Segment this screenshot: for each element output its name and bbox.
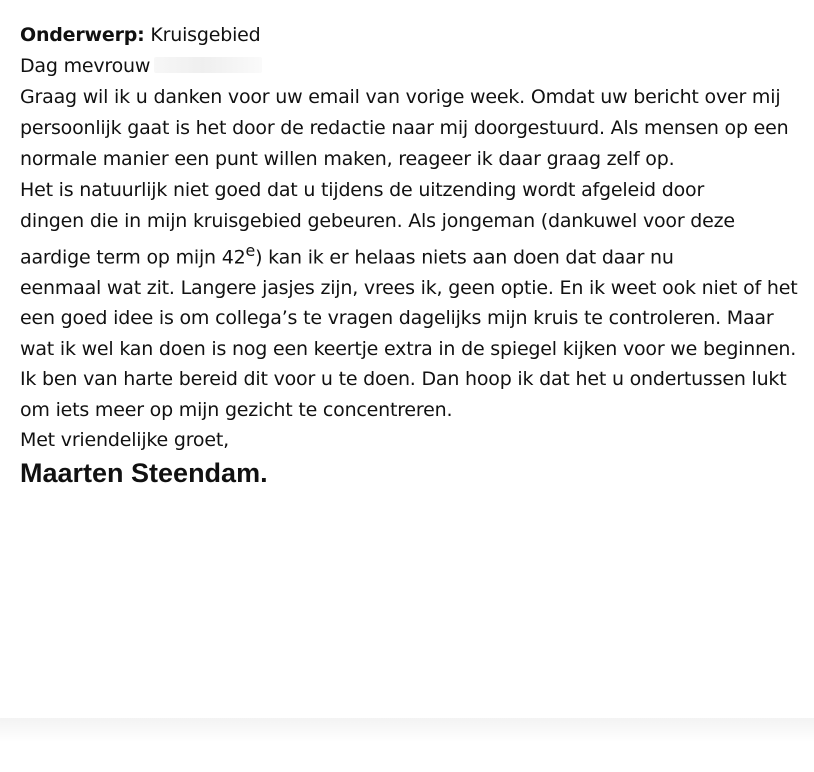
bottom-fade <box>0 718 814 772</box>
paragraph-2-line-1: Het is natuurlijk niet goed dat u tijdens de uitzending wordt afgeleid door <box>20 179 705 201</box>
paragraph-1: Graag wil ik u danken voor uw email van vorige week. Omdat uw bericht over mij persoonlijk gaat is het door de redactie naar mij doorgestuurd. Als mensen op een normale manier een punt willen maken, reageer ik daar graag zelf op. <box>20 86 789 170</box>
paragraph-2-rest: eenmaal wat zit. Langere jasjes zijn, vrees ik, geen optie. En ik weet ook niet of het een goed idee is om collega’s te vragen dagelijks mijn kruis te controleren. Maar wat ik wel kan doen is nog een keertje extra in de spiegel kijken voor we beginnen. Ik ben van harte bereid dit voor u te doen. Dan hoop ik dat het u ondertussen lukt om iets meer op mijn gezicht te concentreren. <box>20 276 798 421</box>
subject-value: Kruisgebied <box>150 24 261 46</box>
greeting <box>20 51 810 82</box>
paragraph-2 <box>20 175 810 425</box>
signature: Maarten Steendam. <box>20 458 268 489</box>
greeting-text: Dag mevrouw <box>20 55 151 77</box>
email-body <box>20 20 810 490</box>
email-subject <box>20 20 810 51</box>
subject-label: Onderwerp: <box>20 24 145 46</box>
paragraph-2-line-3-end: ) kan ik er helaas niets aan doen dat daar nu <box>255 246 674 269</box>
ordinal-superscript: e <box>245 241 256 260</box>
redacted-name <box>154 57 262 73</box>
paragraph-2-line-2: dingen die in mijn kruisgebied gebeuren. Als jongeman (dankuwel voor deze <box>20 209 735 232</box>
paragraph-2-line-3-start: aardige term op mijn 42 <box>20 246 246 269</box>
closing: Met vriendelijke groet, <box>20 429 229 452</box>
